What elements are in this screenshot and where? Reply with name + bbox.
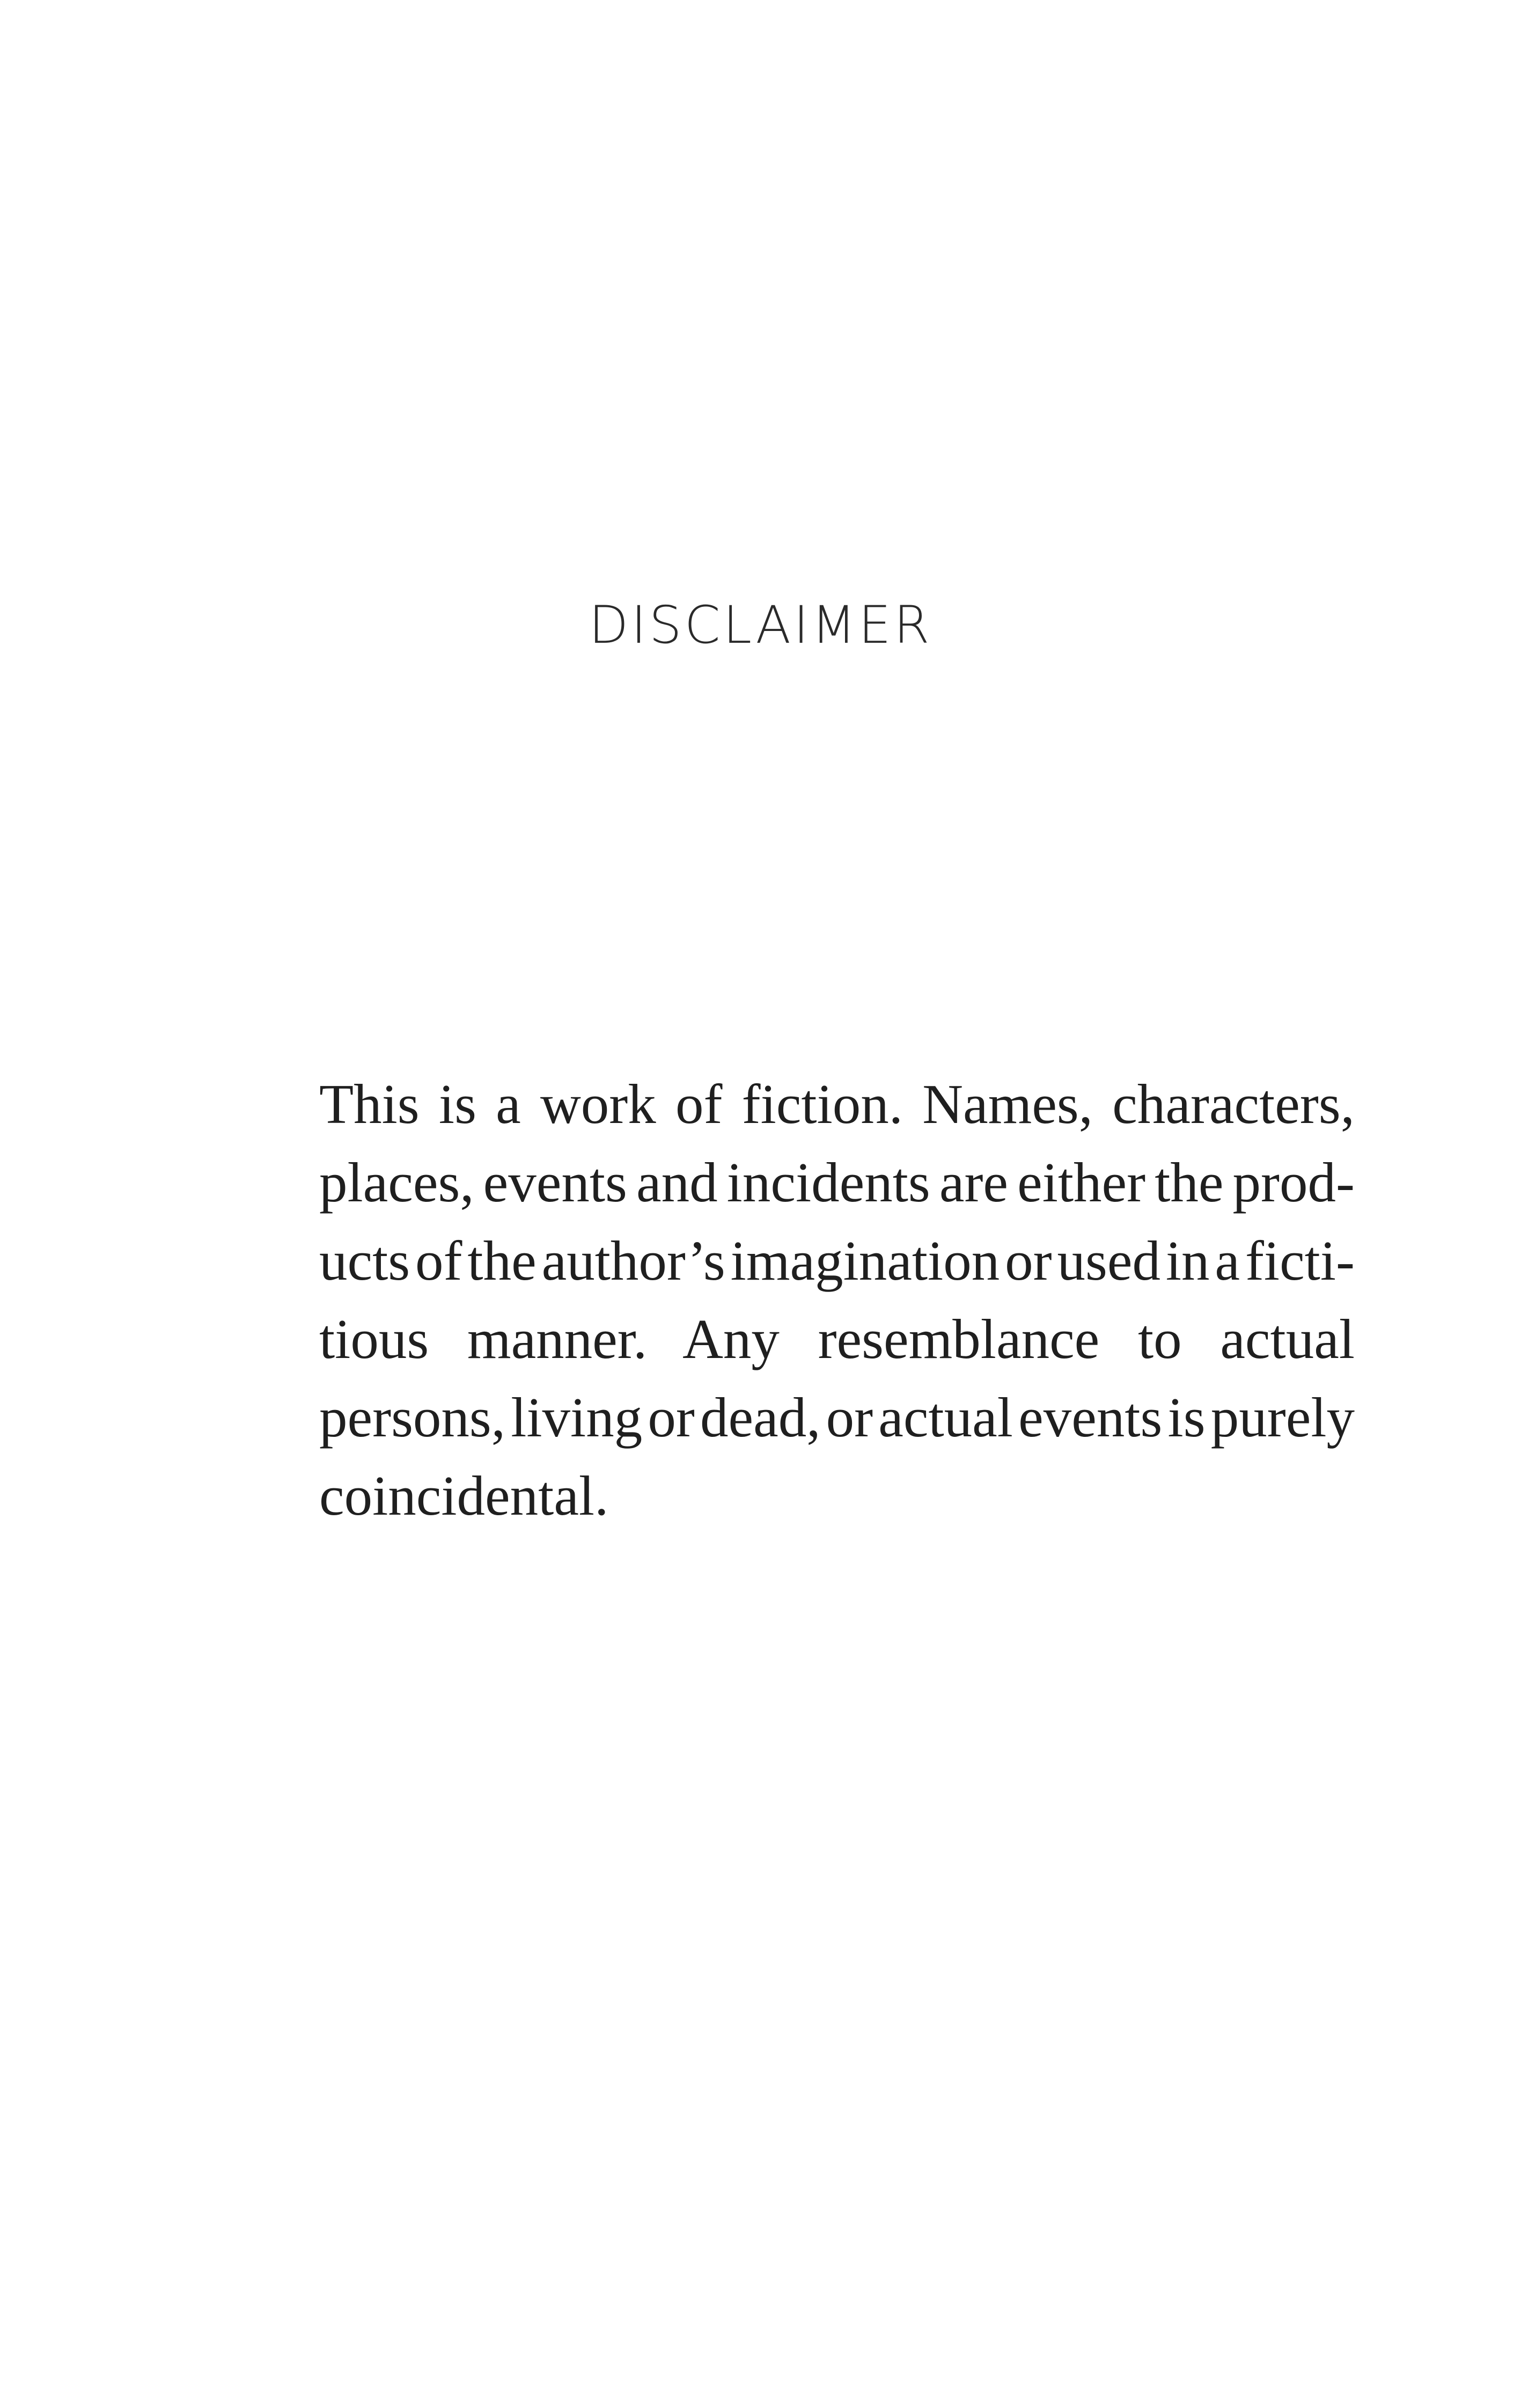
paragraph-line: coincidental. [319,1464,609,1527]
paragraph-line: ucts of the author’s imagination or used in a ficti- [319,1229,1355,1292]
paragraph-line: persons, living or dead, or actual events is purely [319,1386,1355,1449]
disclaimer-paragraph [319,1065,1355,1535]
paragraph-line: tious manner. Any resemblance to actual [319,1308,1355,1370]
paragraph-line: This is a work of fiction. Names, characters, [319,1073,1355,1135]
paragraph-line: places, events and incidents are either the prod- [319,1151,1355,1214]
page-title: DISCLAIMER [589,595,932,655]
